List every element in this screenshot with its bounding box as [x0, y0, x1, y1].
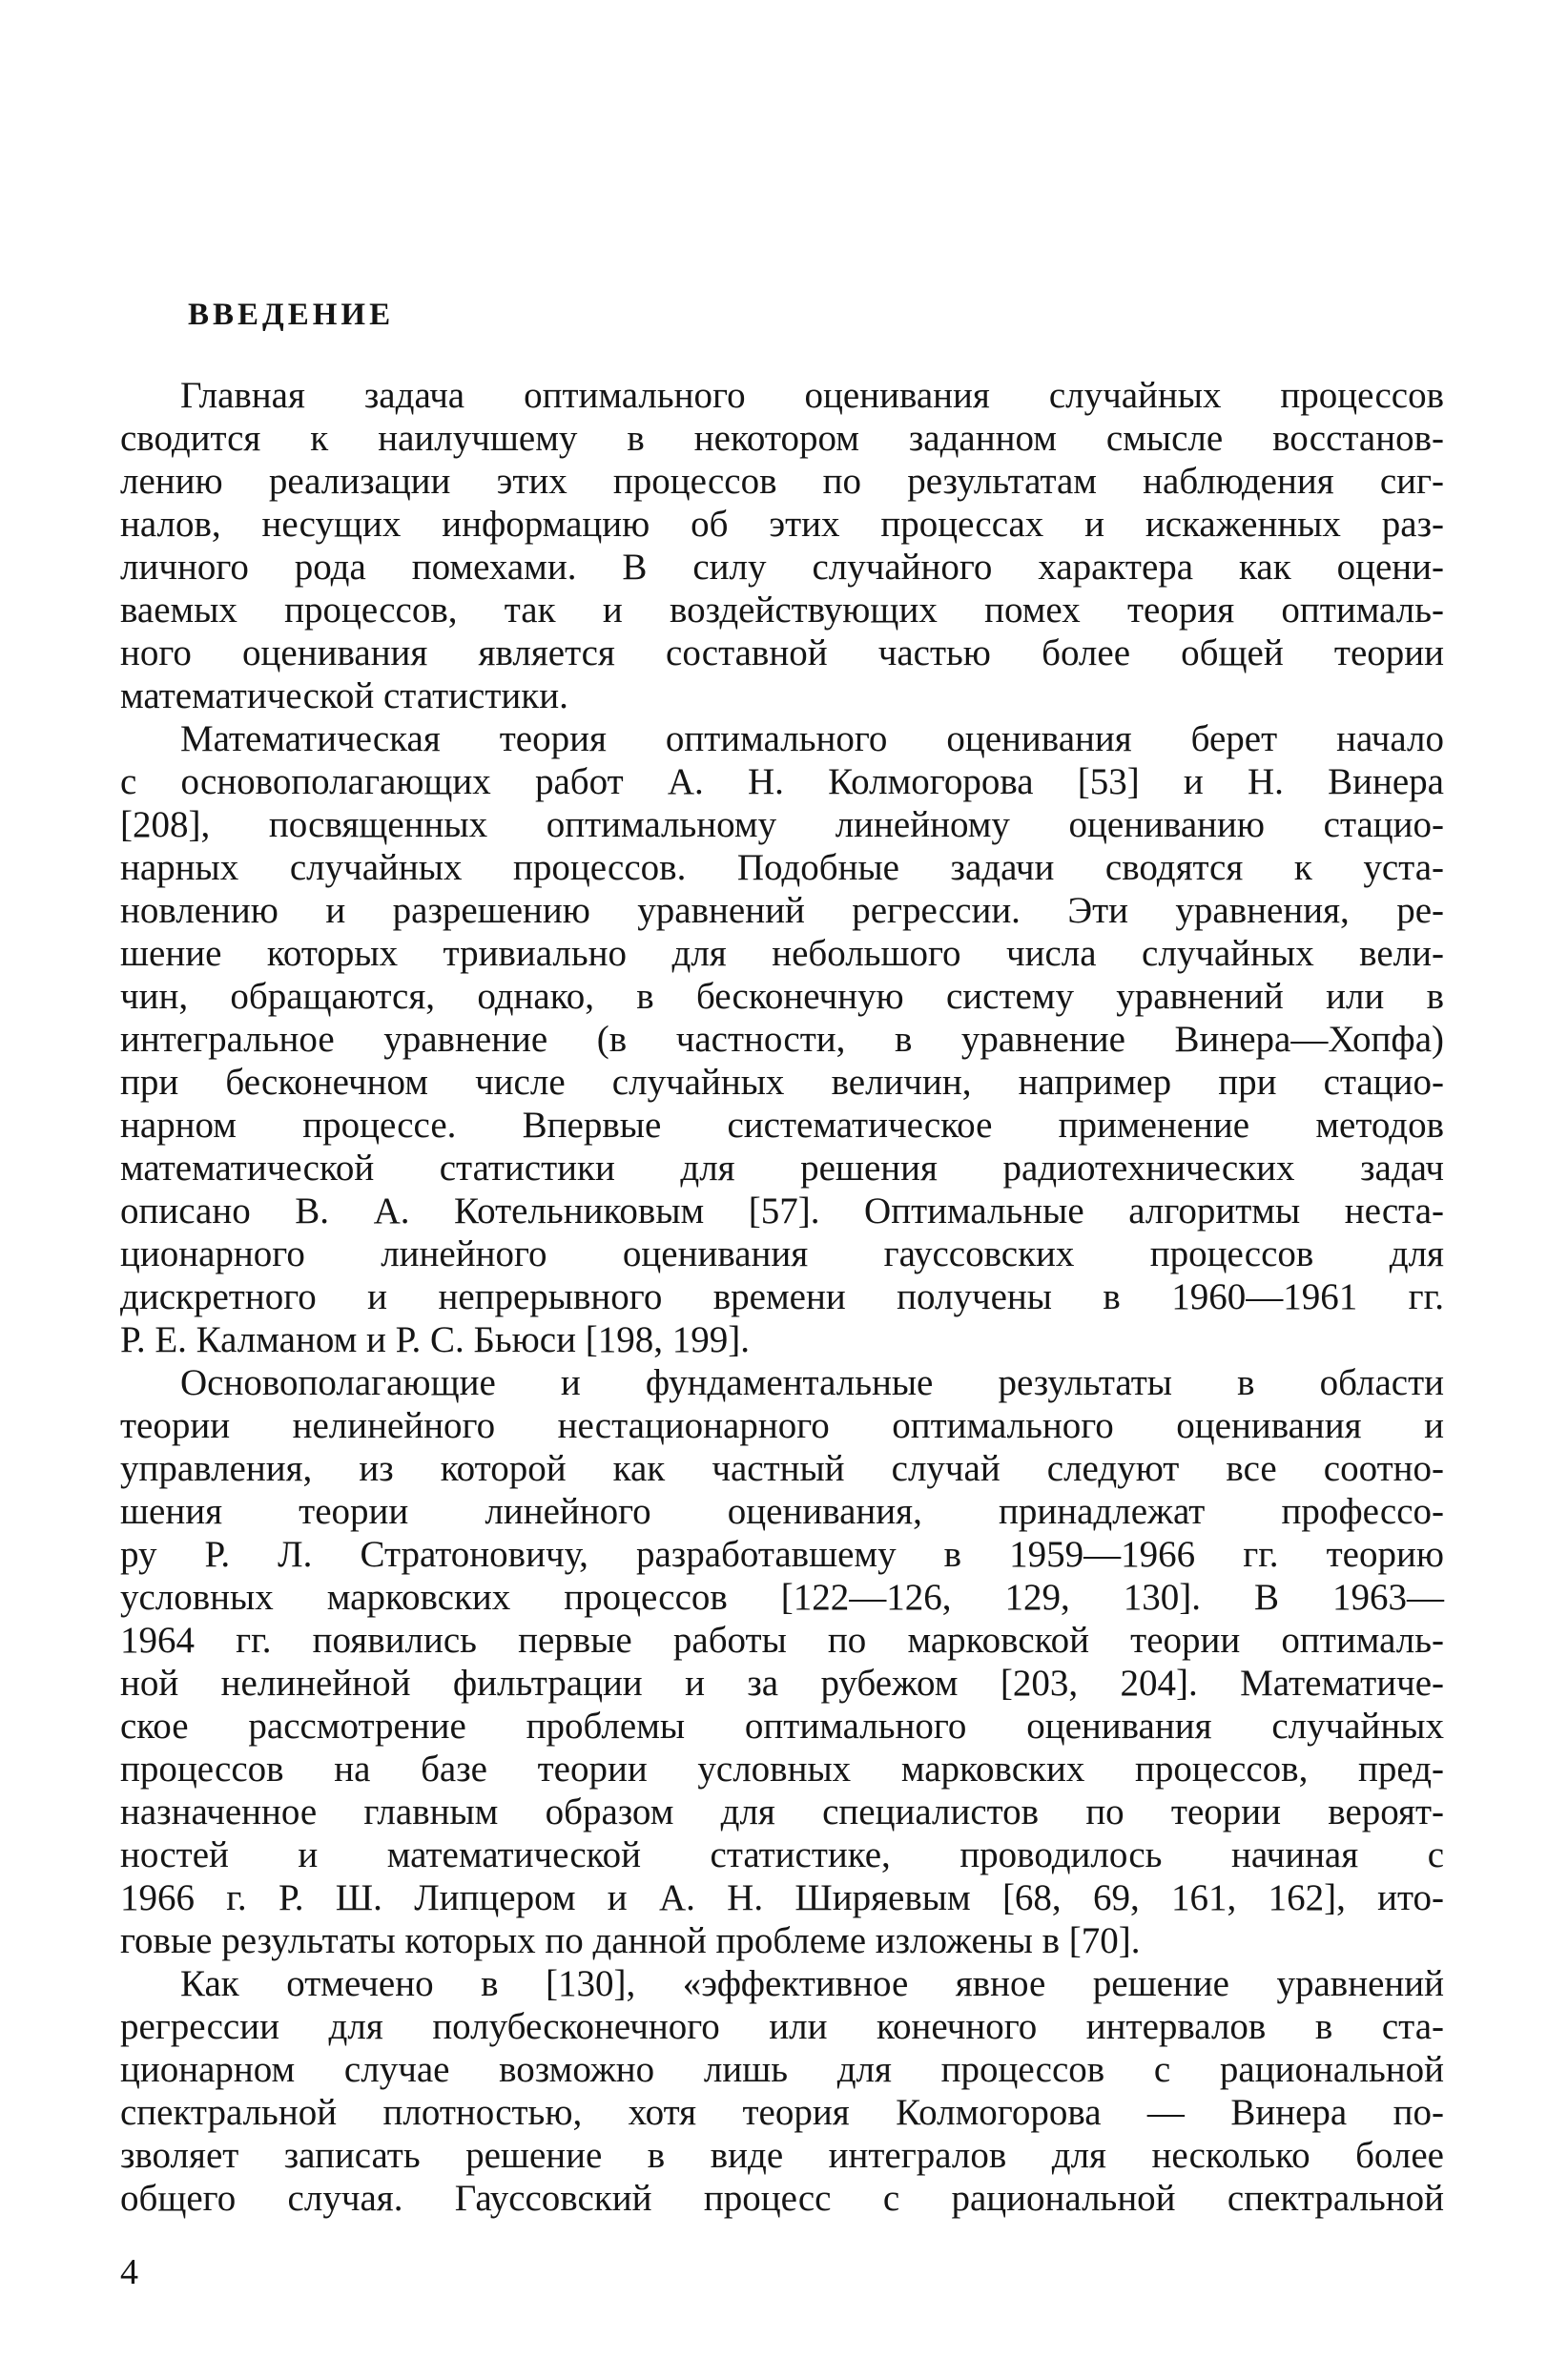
text-line: математической статистики для решения радиотехнических задач — [120, 1148, 1444, 1189]
text-line: дискретного и непрерывного времени получены в 1960—1961 гг. — [120, 1276, 1444, 1317]
text-line: личного рода помехами. В силу случайного характера как оцени- — [120, 547, 1444, 588]
text-line: математической статистики. — [120, 675, 568, 716]
text-line: ционарном случае возможно лишь для процессов с рациональной — [120, 2049, 1444, 2090]
text-line: Р. Е. Калманом и Р. С. Бьюси [198, 199]. — [120, 1319, 750, 1360]
text-line: ного оценивания является составной частью более общей теории — [120, 632, 1444, 673]
text-line: ваемых процессов, так и воздействующих помех теория оптималь- — [120, 590, 1444, 631]
text-line: 1966 г. Р. Ш. Липцером и А. Н. Ширяевым [68, 69, 161, 162], ито- — [120, 1877, 1444, 1918]
text-line: Основополагающие и фундаментальные результаты в области — [180, 1362, 1444, 1403]
text-line: спектральной плотностью, хотя теория Колмогорова — Винера по- — [120, 2092, 1444, 2133]
text-line: с основополагающих работ А. Н. Колмогорова [53] и Н. Винера — [120, 761, 1444, 802]
text-line: шения теории линейного оценивания, принадлежат профессо- — [120, 1491, 1444, 1532]
text-line: общего случая. Гауссовский процесс с рациональной спектральной — [120, 2178, 1444, 2219]
text-line: условных марковских процессов [122—126, 129, 130]. В 1963— — [120, 1577, 1444, 1618]
text-line: Математическая теория оптимального оценивания берет начало — [180, 718, 1444, 759]
text-line: ское рассмотрение проблемы оптимального оценивания случайных — [120, 1706, 1444, 1747]
text-line: налов, несущих информацию об этих процессах и искаженных раз- — [120, 504, 1444, 545]
text-line: [208], посвященных оптимальному линейному оцениванию стацио- — [120, 804, 1444, 845]
section-heading: ВВЕДЕНИЕ — [188, 298, 395, 332]
text-line: говые результаты которых по данной проблеме изложены в [70]. — [120, 1920, 1141, 1961]
text-line: описано В. А. Котельниковым [57]. Оптимальные алгоритмы неста- — [120, 1190, 1444, 1232]
text-line: нарных случайных процессов. Подобные задачи сводятся к уста- — [120, 847, 1444, 888]
text-line: теории нелинейного нестационарного оптимального оценивания и — [120, 1405, 1444, 1446]
page-number: 4 — [120, 2252, 138, 2292]
text-line: процессов на базе теории условных марковских процессов, пред- — [120, 1749, 1444, 1790]
body-text — [120, 374, 1444, 2220]
text-line: ру Р. Л. Стратоновичу, разработавшему в 1959—1966 гг. теорию — [120, 1534, 1444, 1575]
text-line: нарном процессе. Впервые систематическое применение методов — [120, 1105, 1444, 1146]
text-line: ностей и математической статистике, проводилось начиная с — [120, 1834, 1444, 1875]
text-line: регрессии для полубесконечного или конечного интервалов в ста- — [120, 2006, 1444, 2047]
text-line: при бесконечном числе случайных величин, например при стацио- — [120, 1062, 1444, 1103]
text-line: 1964 гг. появились первые работы по марковской теории оптималь- — [120, 1620, 1444, 1661]
text-line: новлению и разрешению уравнений регрессии. Эти уравнения, ре- — [120, 890, 1444, 931]
paragraph — [120, 717, 1444, 1361]
text-line: чин, обращаются, однако, в бесконечную систему уравнений или в — [120, 976, 1444, 1017]
text-line: управления, из которой как частный случай следуют все соотно- — [120, 1448, 1444, 1489]
text-line: ной нелинейной фильтрации и за рубежом [203, 204]. Математиче- — [120, 1663, 1444, 1704]
text-line: ционарного линейного оценивания гауссовских процессов для — [120, 1233, 1444, 1274]
text-line: зволяет записать решение в виде интегралов для несколько более — [120, 2135, 1444, 2176]
text-line: назначенное главным образом для специалистов по теории вероят- — [120, 1791, 1444, 1832]
paragraph — [120, 1962, 1444, 2220]
text-line: Главная задача оптимального оценивания случайных процессов — [180, 375, 1444, 416]
paragraph — [120, 374, 1444, 717]
text-line: интегральное уравнение (в частности, в уравнение Винера—Хопфа) — [120, 1019, 1444, 1060]
text-line: лению реализации этих процессов по результатам наблюдения сиг- — [120, 461, 1444, 502]
text-line: шение которых тривиально для небольшого числа случайных вели- — [120, 933, 1444, 974]
text-line: Как отмечено в [130], «эффективное явное решение уравнений — [180, 1963, 1444, 2004]
text-line: сводится к наилучшему в некотором заданном смысле восстанов- — [120, 418, 1444, 459]
paragraph — [120, 1361, 1444, 1962]
